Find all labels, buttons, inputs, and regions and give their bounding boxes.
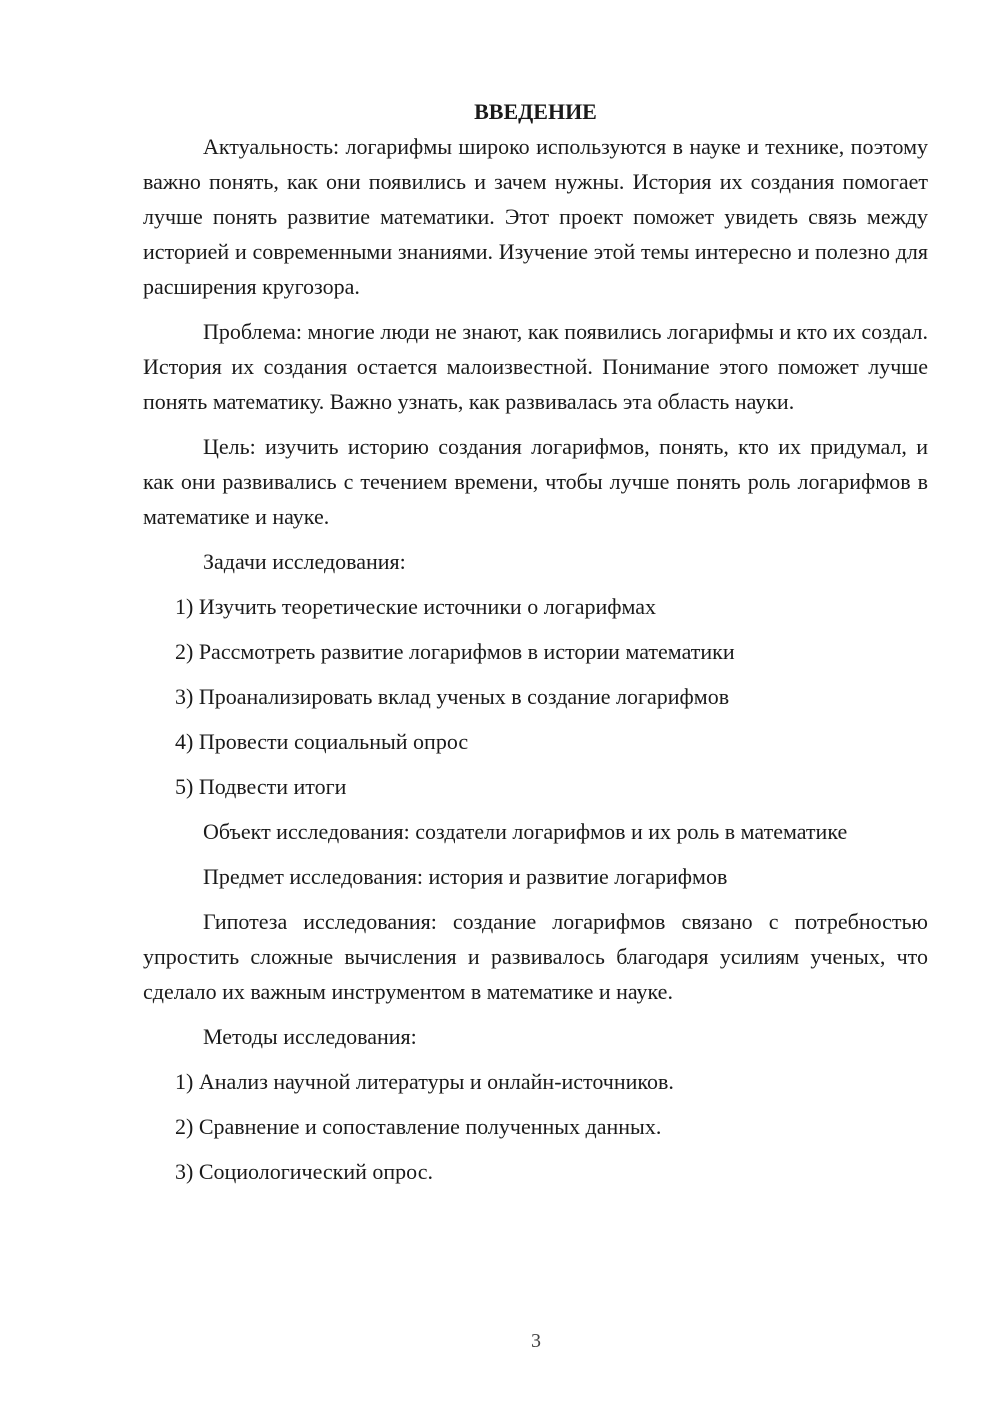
page-content <box>143 94 928 1189</box>
method-item: 2) Сравнение и сопоставление полученных данных. <box>175 1114 662 1139</box>
problem-paragraph: Проблема: многие люди не знают, как появились логарифмы и кто их создал. История их создания остается малоизвестной. Понимание этого поможет лучше понять математику. Важно узнать, как развивалась эта область науки. <box>143 319 928 414</box>
object-paragraph: Объект исследования: создатели логарифмов и их роль в математике <box>203 819 848 844</box>
hypothesis-paragraph: Гипотеза исследования: создание логарифмов связано с потребностью упростить сложные вычисления и развивалось благодаря усилиям ученых, что сделало их важным инструментом в математике и науке. <box>143 909 928 1004</box>
task-item: 3) Проанализировать вклад ученых в создание логарифмов <box>175 684 730 709</box>
task-item: 1) Изучить теоретические источники о логарифмах <box>175 594 657 619</box>
methods-heading: Методы исследования: <box>203 1024 417 1049</box>
relevance-paragraph: Актуальность: логарифмы широко используются в науке и технике, поэтому важно понять, как они появились и зачем нужны. История их создания помогает лучше понять развитие математики. Этот проект поможет увидеть связь между историей и современными знаниями. Изучение этой темы интересно и полезно для расширения кругозора. <box>143 134 928 299</box>
goal-paragraph: Цель: изучить историю создания логарифмов, понять, кто их придумал, и как они развивались с течением времени, чтобы лучше понять роль логарифмов в математике и науке. <box>143 434 928 529</box>
method-item: 3) Социологический опрос. <box>175 1159 433 1184</box>
page-number: 3 <box>531 1330 541 1352</box>
tasks-heading: Задачи исследования: <box>203 549 406 574</box>
task-item: 5) Подвести итоги <box>175 774 347 799</box>
task-item: 2) Рассмотреть развитие логарифмов в истории математики <box>175 639 735 664</box>
subject-paragraph: Предмет исследования: история и развитие логарифмов <box>203 864 728 889</box>
section-title: ВВЕДЕНИЕ <box>474 99 597 124</box>
method-item: 1) Анализ научной литературы и онлайн-источников. <box>175 1069 674 1094</box>
task-item: 4) Провести социальный опрос <box>175 729 469 754</box>
